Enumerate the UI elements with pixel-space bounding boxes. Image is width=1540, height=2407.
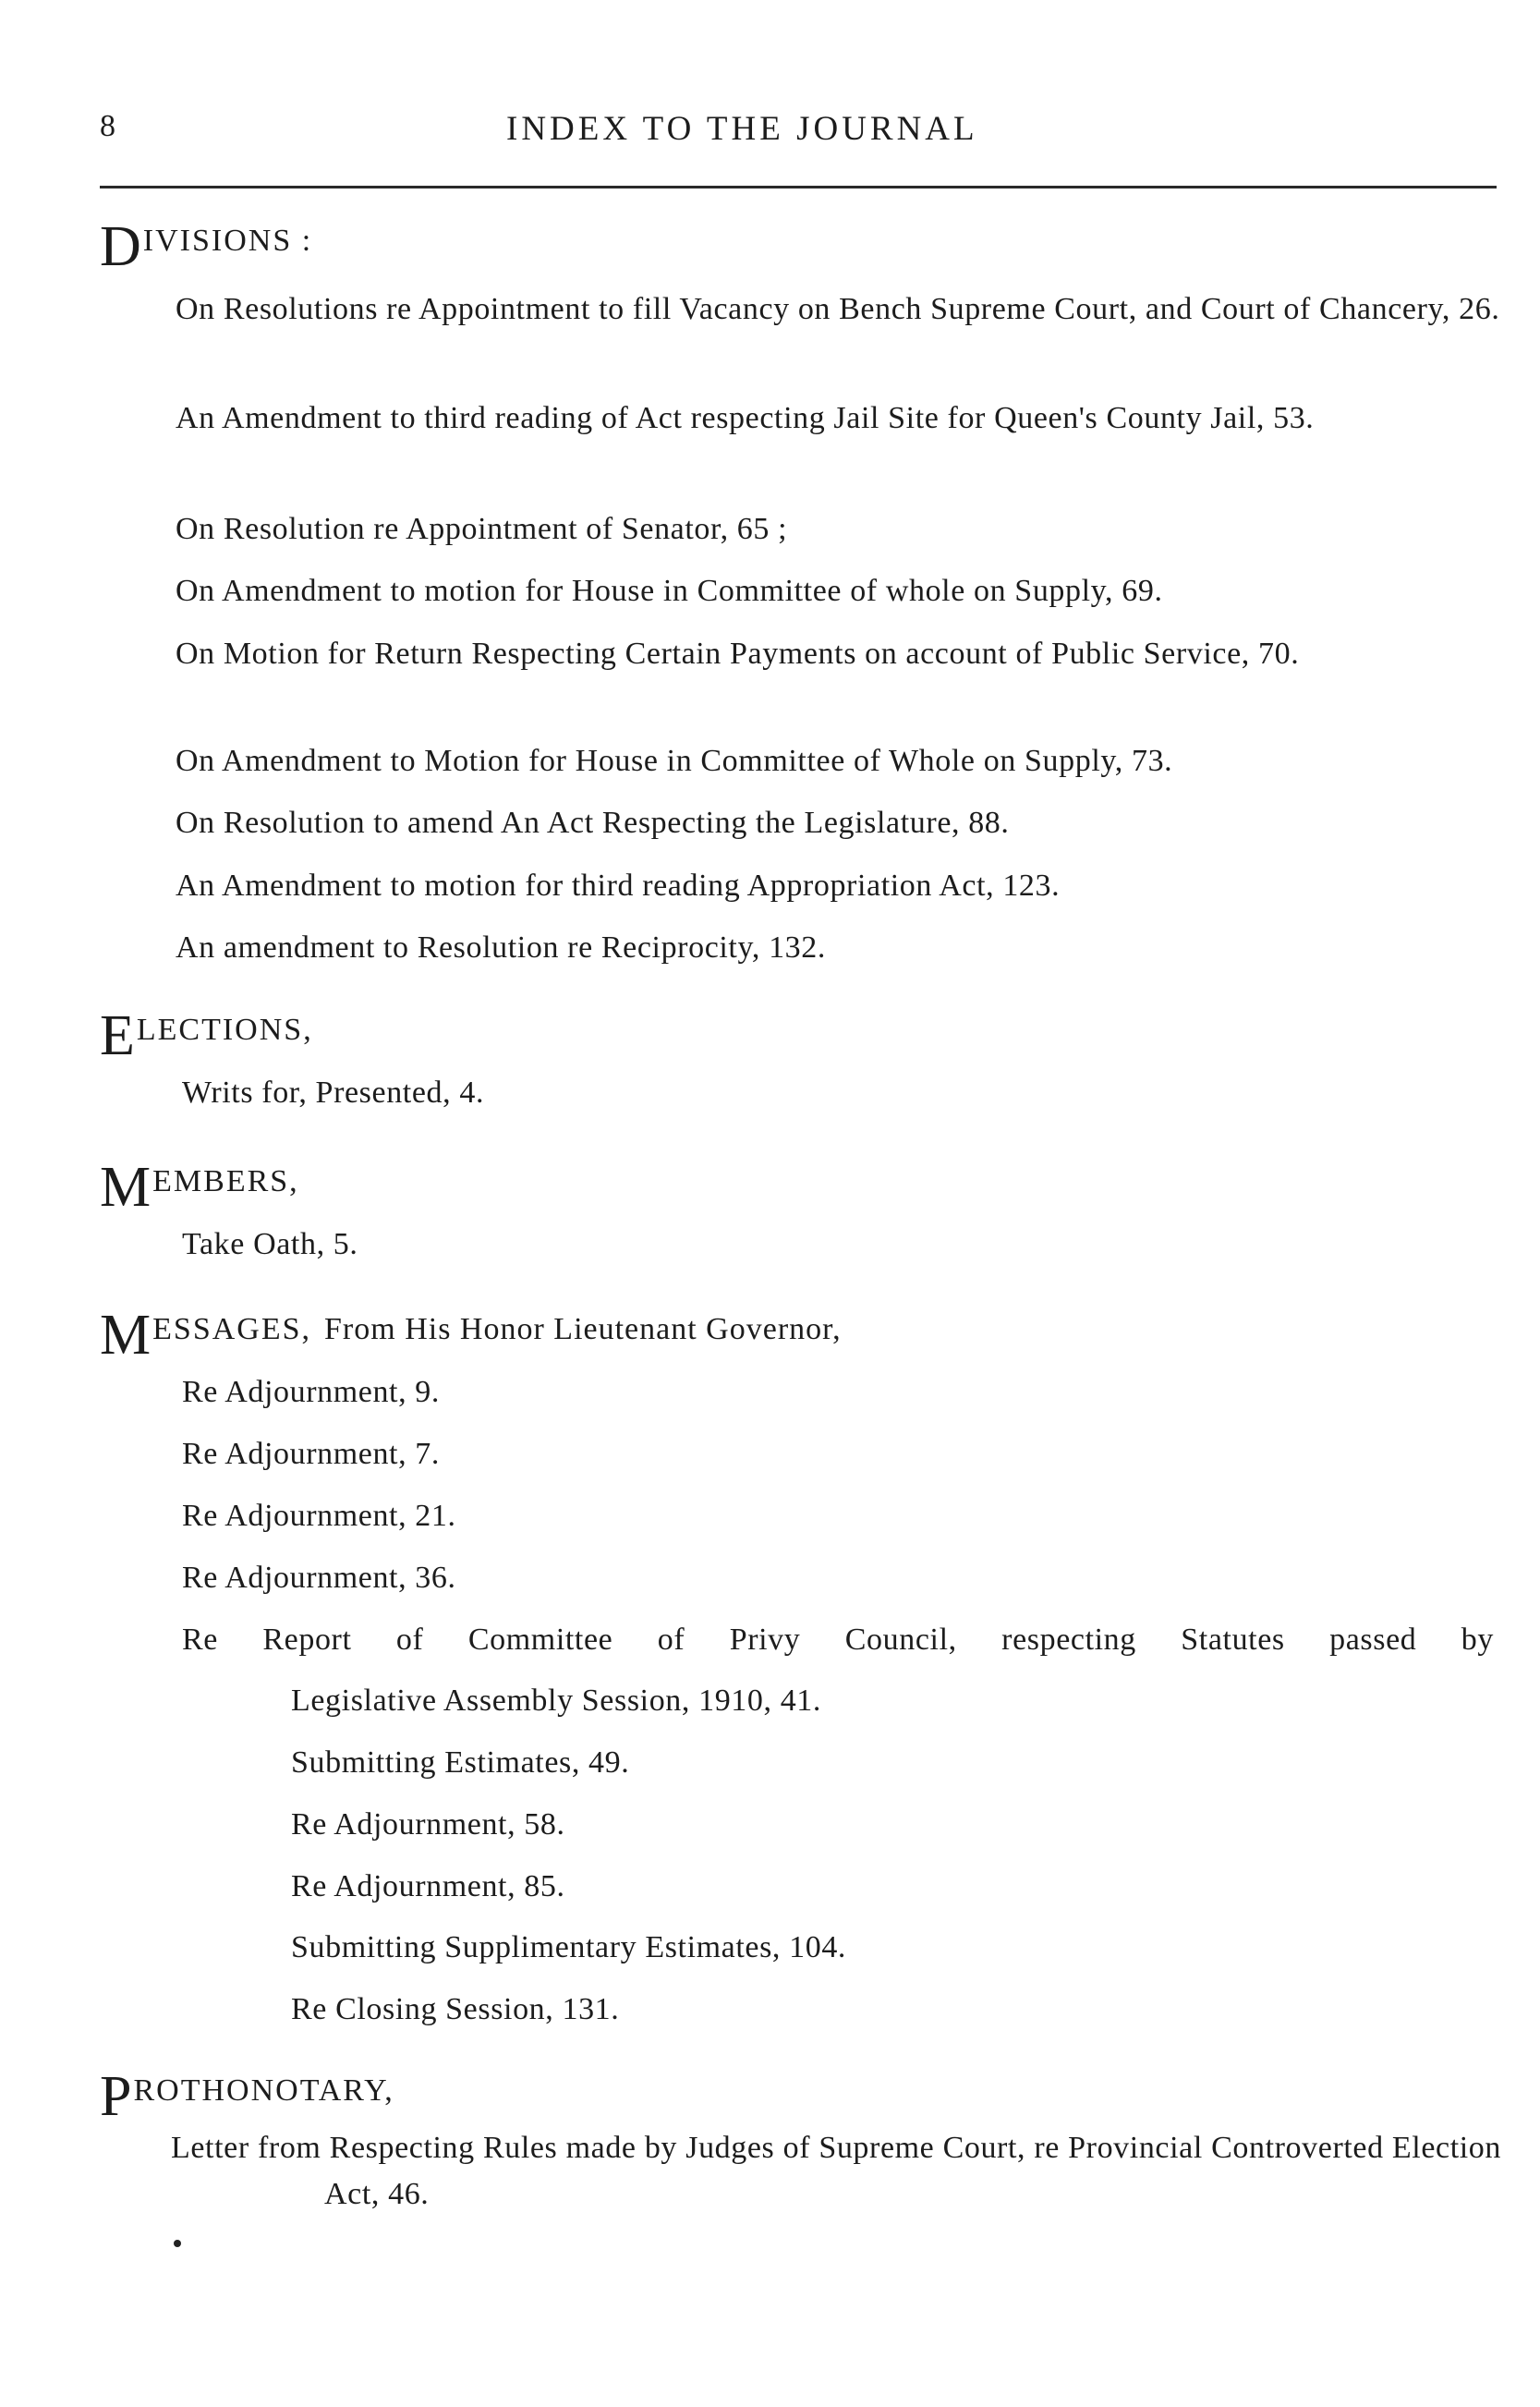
section-prothonotary — [100, 2065, 1504, 2128]
heading-text: EMBERS, — [152, 1164, 299, 1198]
header-rule — [100, 186, 1497, 188]
index-subentry: Re Closing Session, 131. — [291, 1992, 620, 2026]
heading-text: LECTIONS, — [136, 1013, 313, 1047]
heading-initial: M — [100, 1156, 152, 1219]
section-messages — [100, 1304, 1504, 1367]
index-entry: An Amendment to motion for third reading Appropriation Act, 123. — [176, 869, 1061, 903]
heading-initial: M — [100, 1304, 152, 1367]
section-elections — [100, 1004, 1504, 1067]
index-entry: Writs for, Presented, 4. — [182, 1076, 485, 1110]
section-heading — [100, 1156, 1504, 1219]
index-entry: On Motion for Return Respecting Certain Payments on account of Public Service, 70. — [176, 637, 1300, 671]
index-entry: An amendment to Resolution re Reciprocity, 132. — [176, 930, 826, 965]
section-heading — [100, 1004, 1504, 1067]
index-entry: Re Adjournment, 36. — [182, 1561, 456, 1595]
index-subentry: Legislative Assembly Session, 1910, 41. — [291, 1684, 821, 1718]
index-entry: Re Adjournment, 21. — [182, 1499, 456, 1533]
index-subentry: Submitting Estimates, 49. — [291, 1745, 630, 1780]
section-heading — [100, 1304, 1504, 1367]
heading-suffix: From His Honor Lieutenant Governor, — [324, 1312, 842, 1346]
index-entry: Letter from Respecting Rules made by Judges of Supreme Court, re Provincial Controverted Election Act, 46. — [171, 2131, 1501, 2211]
index-entry: Take Oath, 5. — [182, 1227, 358, 1261]
heading-initial: D — [100, 215, 141, 278]
heading-text: IVISIONS : — [142, 224, 313, 258]
section-divisions — [100, 215, 1504, 278]
heading-initial: P — [100, 2065, 132, 2128]
index-entry: On Amendment to Motion for House in Committee of Whole on Supply, 73. — [176, 744, 1173, 778]
index-subentry: Re Adjournment, 85. — [291, 1869, 565, 1903]
index-entry: On Amendment to motion for House in Committee of whole on Supply, 69. — [176, 574, 1163, 608]
section-heading — [100, 2065, 1504, 2128]
heading-text: ESSAGES, — [152, 1312, 312, 1346]
index-entry: Re Report of Committee of Privy Council, respecting Statutes passed by — [182, 1623, 1494, 1657]
index-subentry: Re Adjournment, 58. — [291, 1807, 565, 1842]
index-subentry: Submitting Supplimentary Estimates, 104. — [291, 1930, 847, 1964]
page-number: 8 — [100, 109, 116, 143]
section-members — [100, 1156, 1504, 1219]
ink-speck — [174, 2240, 181, 2247]
index-entry: Re Adjournment, 9. — [182, 1375, 440, 1409]
heading-text: ROTHONOTARY, — [133, 2073, 394, 2108]
index-entry: On Resolution re Appointment of Senator, 65 ; — [176, 512, 788, 546]
index-entry: An Amendment to third reading of Act respecting Jail Site for Queen's County Jail, 53. — [176, 401, 1315, 435]
section-heading — [100, 215, 1504, 278]
heading-initial: E — [100, 1004, 135, 1067]
page-title: INDEX TO THE JOURNAL — [506, 110, 978, 148]
running-head — [100, 109, 1495, 164]
index-entry: Re Adjournment, 7. — [182, 1437, 440, 1471]
index-entry: On Resolution to amend An Act Respecting the Legislature, 88. — [176, 806, 1010, 840]
index-entry: On Resolutions re Appointment to fill Vacancy on Bench Supreme Court, and Court of Chancery, 26. — [176, 292, 1500, 326]
